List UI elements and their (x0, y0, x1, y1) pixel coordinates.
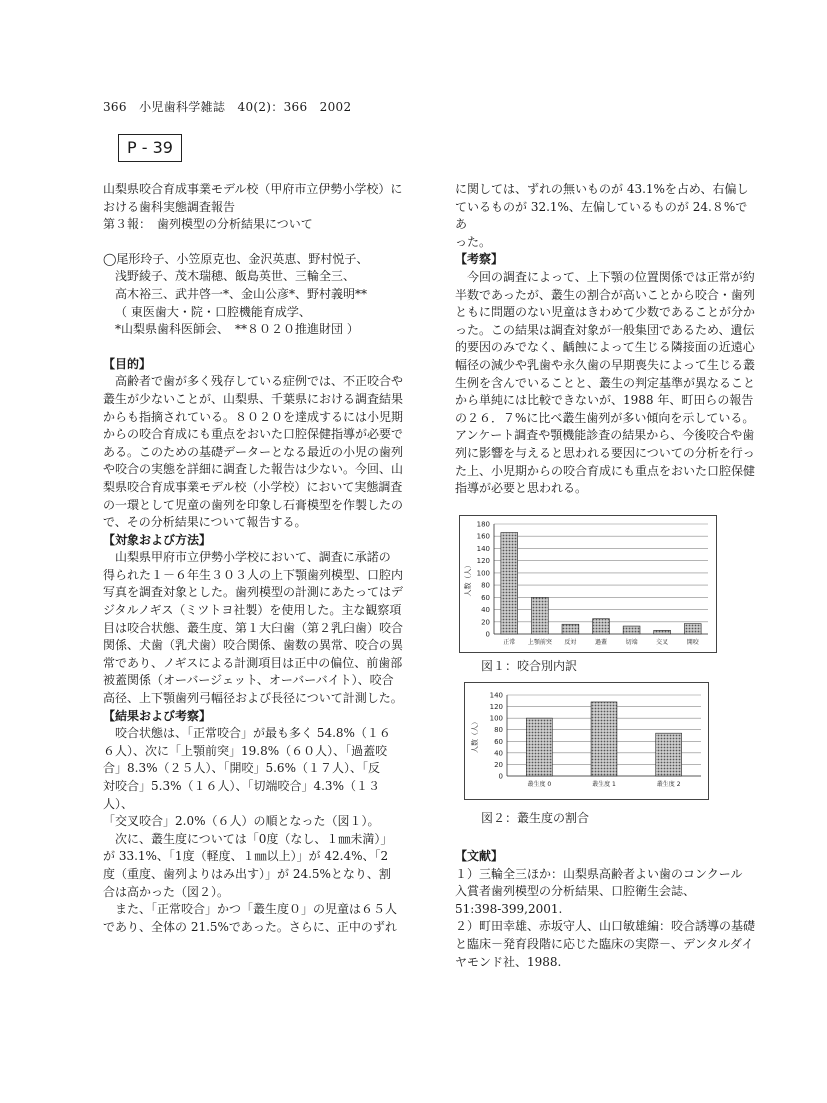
figure-2-svg (465, 683, 708, 799)
y-tick-label: 0 (485, 630, 490, 639)
body-line: 写真を調査対象とした。歯列模型の計測にあたってはデ (103, 585, 404, 600)
bar (656, 733, 682, 776)
y-tick-label: 100 (489, 714, 503, 723)
title-line-3: 第３報： 歯列模型の分析結果について (103, 217, 313, 232)
figure-1-chart (459, 515, 717, 653)
body-line: 山梨県甲府市立伊勢小学校において、調査に承諾の (115, 550, 391, 565)
bar (684, 624, 701, 634)
body-line: 生例を含んでいることと、叢生の判定基準が異なること (455, 375, 756, 390)
x-tick-label: 開咬 (686, 639, 699, 646)
author-line: 高木裕三、武井啓一*、金山公彦*、野村義明** (115, 286, 368, 301)
body-line: 次に、叢生度については「0度（なし、１㎜未満）」 (115, 831, 393, 846)
author-line: ◯尾形玲子、小笠原克也、金沢英恵、野村悦子、 (103, 251, 369, 266)
body-line: た上、小児期からの咬合育成にも重点をおいた口腔保健 (455, 463, 756, 478)
y-tick-label: 60 (481, 593, 490, 602)
body-line: 今回の調査によって、上下顎の位置関係では正常が約 (467, 269, 755, 284)
left-column (103, 181, 407, 936)
right-column (455, 181, 758, 498)
x-tick-label: 過蓋 (594, 639, 608, 646)
body-line: 常であり、ノギスによる計測項目は正中の偏位、前歯部 (103, 655, 403, 670)
reference-line: １）三輪全三ほか：山梨県高齢者よい歯のコンクール (455, 866, 743, 881)
bar (531, 597, 548, 634)
body-line: 咬合状態は、「正常咬合」が最も多く 54.8%（１６ (115, 726, 391, 741)
bar (526, 718, 552, 776)
y-tick-label: 160 (476, 532, 490, 541)
figure-2-caption: 図２：叢生度の割合 (481, 811, 590, 825)
x-tick-label: 交叉 (656, 639, 669, 646)
y-tick-label: 140 (476, 544, 490, 553)
x-tick-label: 切端 (625, 639, 638, 646)
body-line: ともに問題のない児童はきわめて少数であることが分か (455, 305, 756, 320)
y-tick-label: 60 (494, 737, 503, 746)
reference-line: 51:398-399,2001. (455, 901, 563, 916)
body-line: 叢生が少ないことが、山梨県、千葉県における調査結果 (103, 391, 404, 406)
x-tick-label: 叢生度 0 (527, 781, 552, 788)
y-tick-label: 80 (481, 581, 490, 590)
bar (593, 619, 610, 634)
body-line: 梨県咬合育成事業モデル校（小学校）において実態調査 (103, 479, 403, 494)
reference-line: 入賞者歯列模型の分析結果、口腔衛生会誌、 (455, 884, 696, 899)
body-line: 関係、犬歯（乳犬歯）咬合関係、歯数の異常、咬合の異 (103, 638, 404, 653)
body-line: った。この結果は調査対象が一般集団であるため、遺伝 (455, 322, 755, 337)
body-line: アンケート調査や顎機能診査の結果から、今後咬合や歯 (455, 428, 755, 443)
body-line: 指導が必要と思われる。 (455, 481, 588, 496)
body-line: から単純には比較できないが、1988 年、町田らの報告 (455, 393, 754, 408)
figure-1-caption: 図１：咬合別内訳 (481, 659, 578, 673)
references (455, 848, 758, 971)
section-heading-discussion: 【考察】 (455, 252, 504, 267)
y-tick-label: 180 (476, 520, 490, 529)
body-line: 合」8.3%（２５人）、「開咬」5.6%（１７人）、「反 (103, 761, 380, 776)
section-heading-method: 【対象および方法】 (103, 532, 212, 547)
x-tick-label: 正常 (503, 639, 516, 646)
reference-line: ２）町田幸雄、赤坂守人、山口敏雄編：咬合誘導の基礎 (455, 919, 756, 934)
y-tick-label: 120 (476, 557, 490, 566)
figure-1-svg (460, 516, 716, 652)
body-line: 列に影響を与えると思われる要因についての分析を行っ (455, 445, 755, 460)
y-axis-label: 人数（人） (464, 561, 472, 597)
figure-2-chart (464, 682, 709, 800)
body-line: ６人）、次に「上顎前突」19.8%（６０人）、「過蓋咬 (103, 743, 388, 758)
y-tick-label: 80 (494, 726, 503, 735)
body-line: ジタルノギス（ミツトヨ社製）を使用した。主な観察項 (103, 603, 402, 618)
body-line: 目は咬合状態、叢生度、第１大臼歯（第２乳臼歯）咬合 (103, 620, 404, 635)
body-line: からも指摘されている。８０２０を達成するには小児期 (103, 409, 404, 424)
body-line: の２６．７%に比べ叢生歯列が多い傾向を示している。 (455, 410, 755, 425)
body-line: で、その分析結果について報告する。 (103, 515, 307, 530)
body-line: った。 (455, 234, 492, 249)
body-line: 得られた１－６年生３０３人の上下顎歯列模型、口腔内 (103, 567, 404, 582)
y-tick-label: 40 (481, 606, 490, 615)
body-line: 半数であったが、叢生の割合が高いことから咬合・歯列 (455, 287, 755, 302)
section-heading-references: 【文献】 (455, 849, 504, 863)
section-heading-purpose: 【目的】 (103, 356, 152, 371)
bar (562, 624, 579, 634)
y-tick-label: 0 (498, 772, 503, 781)
author-list (103, 251, 407, 339)
x-tick-label: 叢生度 2 (656, 781, 681, 788)
x-tick-label: 上顎前突 (527, 639, 552, 646)
y-tick-label: 120 (489, 703, 503, 712)
section-heading-results: 【結果および考察】 (103, 708, 212, 723)
body-line: に関しては、ずれの無いものが 43.1%を占め、右偏し (455, 182, 749, 196)
y-axis-label: 人数（人） (471, 718, 479, 753)
body-line: 的要因のみでなく、齲蝕によって生じる隣接面の近遠心 (455, 340, 755, 355)
body-line: が 33.1%、「1度（軽度、１㎜以上）」が 42.4%、「2 (103, 849, 389, 864)
bar (501, 533, 518, 634)
y-tick-label: 100 (476, 569, 490, 578)
bar (591, 702, 617, 776)
y-tick-label: 20 (481, 618, 490, 627)
author-line: 浅野綾子、茂木瑞穂、飯島英世、三輪全三、 (115, 269, 356, 284)
reference-line: と臨床－発育段階に応じた臨床の実際－、デンタルダイ (455, 936, 754, 951)
body-line: 高径、上下顎歯列弓幅径および長径について計測した。 (103, 691, 403, 706)
y-tick-label: 140 (489, 691, 503, 700)
body-line: 対咬合」5.3%（１６人）、「切端咬合」4.3%（１３人）、 (103, 779, 380, 811)
affiliation-line: （ 東医歯大・院・口腔機能育成学、 (115, 304, 311, 319)
body-line: 「交叉咬合」2.0%（６人）の順となった（図１）。 (103, 814, 380, 829)
body-line: また、「正常咬合」かつ「叢生度０」の児童は６５人 (115, 902, 398, 917)
title-line-2: おける歯科実態調査報告 (103, 199, 236, 214)
body-line: の一環として児童の歯列を印象し石膏模型を作製したの (103, 497, 404, 512)
body-line: ある。このための基礎データーとなる最近の小児の歯列 (103, 444, 404, 459)
y-tick-label: 40 (494, 749, 503, 758)
body-line: 合は高かった（図２）。 (103, 884, 230, 899)
poster-id-box: P - 39 (118, 134, 182, 162)
body-line: ているものが 32.1%、左偏しているものが 24.８%であ (455, 199, 748, 232)
y-tick-label: 20 (494, 760, 503, 769)
body-line: からの咬合育成にも重点をおいた口腔保健指導が必要で (103, 427, 404, 442)
bar (623, 626, 640, 634)
bar (654, 630, 671, 634)
body-line: 被蓋関係（オーバージェット、オーバーバイト）、咬合 (103, 673, 394, 688)
body-line: や咬合の実態を詳細に調査した報告は少ない。今回、山 (103, 462, 404, 477)
title-line-1: 山梨県咬合育成事業モデル校（甲府市立伊勢小学校）に (103, 182, 403, 196)
body-line: であり、全体の 21.5%であった。さらに、正中のずれ (103, 919, 397, 934)
body-line: 度（重度、歯列よりはみ出す）」が 24.5%となり、割 (103, 866, 391, 881)
journal-header: 366 小児歯科学雑誌 40(2)：366 2002 (103, 100, 352, 114)
body-line: 幅径の減少や乳歯や永久歯の早期喪失によって生じる叢 (455, 357, 756, 372)
reference-line: ヤモンド社、1988. (455, 954, 562, 969)
affiliation-line: *山梨県歯科医師会、 **８０２０推進財団 ） (115, 322, 359, 337)
x-tick-label: 叢生度 1 (592, 781, 616, 788)
body-line: 高齢者で歯が多く残存している症例では、不正咬合や (115, 374, 404, 389)
x-tick-label: 反対 (564, 639, 577, 646)
